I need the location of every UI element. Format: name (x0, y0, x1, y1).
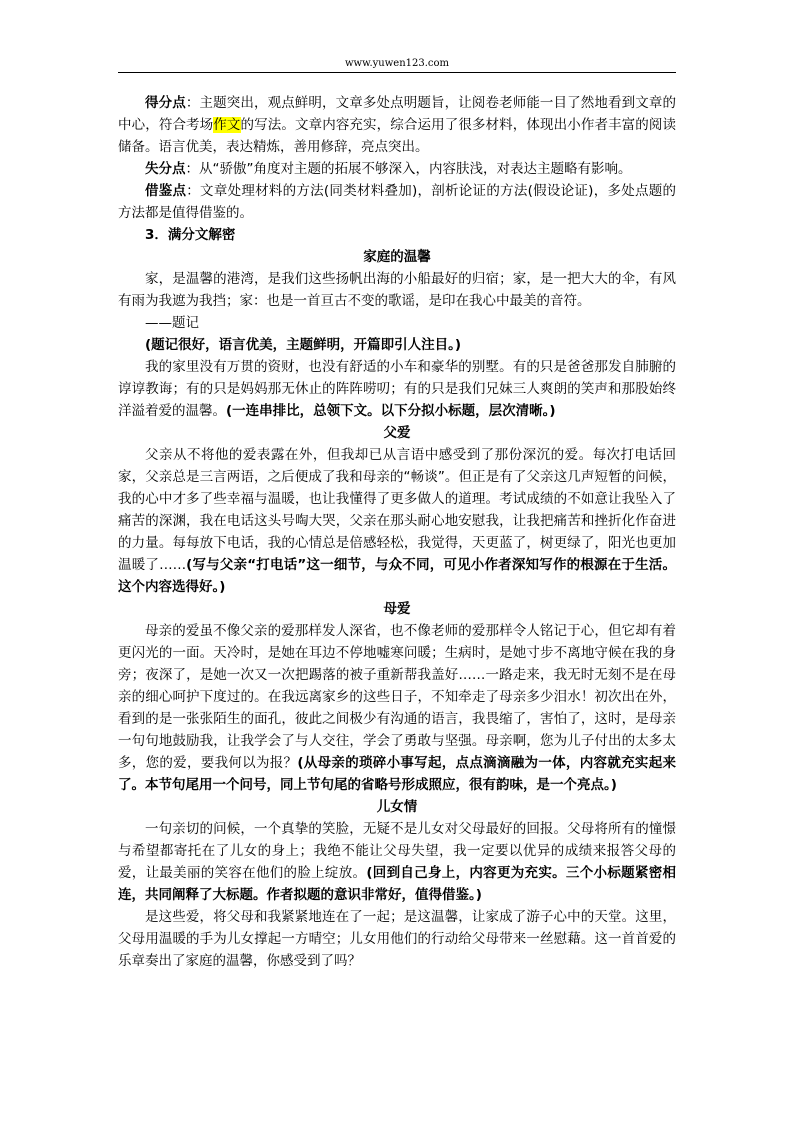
children-comment: (回到自己身上，内容更为充实。三个小标题紧密相连，共同阐释了大标题。作者拟题的意识非常好，值得借鉴。) (118, 865, 677, 903)
score-points-text-2: 的写法。文章内容充实，综合运用了很多材料，体现出小作者丰富的阅读储备。语言优美，表达精炼，善用修辞，亮点突出。 (118, 117, 677, 155)
document-body (118, 92, 676, 972)
intro-comment: (一连串排比，总领下文。以下分拟小标题，层次清晰。) (226, 403, 556, 419)
mother-text: 母亲的爱虽不像父亲的爱那样发人深省，也不像老师的爱那样令人铭记于心，但它却有着更闪光的一面。天冷时，是她在耳边不停地嘘寒问暖；生病时，是她寸步不离地守候在我的身旁；夜深了，是她一次又一次把踢落的被子重新帮我盖好……一路走来，我无时无刻不是在母亲的细心呵护下度过的。在我远离家乡的这些日子，不知牵走了母亲多少泪水！初次出在外，看到的是一张张陌生的面孔，彼此之间极少有沟通的语言，我畏缩了，害怕了，这时，是母亲一句句地鼓励我，让我学会了与人交往，学会了勇敢与坚强。母亲啊，您为儿子付出的太多太多，您的爱，要我何以为报？ (118, 623, 676, 771)
epigraph-label: ——题记 (145, 315, 199, 331)
reference-points-text: ：文章处理材料的方法(同类材料叠加)，剖析论证的方法(假设论证)，多处点题的方法都是值得借鉴的。 (118, 183, 677, 221)
mother-comment: (从母亲的琐碎小事写起，点点滴滴融为一体，内容就充实起来了。本节句尾用一个问号，同上节句尾的省略号形成照应，很有韵味，是一个亮点。) (118, 755, 676, 793)
closing-paragraph: 是这些爱，将父母和我紧紧地连在了一起；是这温馨，让家成了游子心中的天堂。这里，父母用温暖的手为儿女撑起一方晴空；儿女用他们的行动给父母带来一丝慰藉。这一首首爱的乐章奏出了家庭的温馨，你感受到了吗？ (118, 909, 676, 969)
header-divider (118, 72, 676, 73)
lost-points-paragraph (118, 158, 676, 180)
epigraph-paragraph: 家，是温馨的港湾，是我们这些扬帆出海的小船最好的归宿；家，是一把大大的伞，有风有雨为我遮为我挡；家：也是一首亘古不变的歌谣，是印在我心中最美的音符。 (118, 271, 676, 309)
score-points-label: 得分点 (145, 95, 186, 111)
father-text: 父亲从不将他的爱表露在外，但我却已从言语中感受到了那份深沉的爱。每次打电话回家，父亲总是三言两语，之后便成了我和母亲的“畅谈”。但正是有了父亲这几声短暂的问候，我的心中才多了些幸福与温暖，也让我懂得了更多做人的道理。考试成绩的不如意让我坠入了痛苦的深渊，我在电话这头号啕大哭，父亲在那头耐心地安慰我，让我把痛苦和挫折化作奋进的力量。每每放下电话，我的心情总是倍感轻松，我觉得，天更蓝了，树更绿了，阳光也更加温暖了…… (118, 447, 676, 573)
header-url: www.yuwen123.com (344, 58, 450, 69)
subheading-father: 父爱 (383, 425, 411, 441)
score-points-paragraph (118, 92, 676, 158)
reference-points-label: 借鉴点 (145, 183, 187, 199)
intro-text: 我的家里没有万贯的资财，也没有舒适的小车和豪华的别墅。有的只是爸爸那发自肺腑的谆谆教诲；有的只是妈妈那无休止的阵阵唠叨；有的只是我们兄妹三人爽朗的笑声和那股始终洋溢着爱的温馨。 (118, 359, 676, 419)
children-text: 一句亲切的问候，一个真挚的笑脸，无疑不是儿女对父母最好的回报。父母将所有的憧憬与希望都寄托在了儿女的身上；我绝不能让父母失望，我一定要以优异的成绩来报答父母的爱，让最美丽的笑容在他们的脸上绽放。 (118, 821, 676, 881)
lost-points-text: ：从“骄傲”角度对主题的拓展不够深入，内容肤浅，对表达主题略有影响。 (185, 161, 632, 177)
subheading-mother: 母爱 (383, 601, 411, 617)
epigraph-comment: (题记很好，语言优美，主题鲜明，开篇即引人注目。) (145, 337, 462, 353)
section-heading: 3．满分文解密 (145, 227, 236, 243)
intro-paragraph (118, 356, 676, 422)
highlighted-word: 作文 (213, 117, 241, 133)
lost-points-label: 失分点 (145, 161, 186, 177)
score-points-text: ：主题突出，观点鲜明，文章多处点明题旨，让阅卷老师能一目了然地看到文章的中心，符合考场 (118, 95, 677, 133)
essay-title: 家庭的温馨 (363, 249, 431, 265)
father-paragraph (118, 444, 676, 598)
mother-paragraph (118, 620, 676, 796)
subheading-children: 儿女情 (376, 799, 418, 815)
reference-points-paragraph (118, 180, 676, 224)
children-paragraph (118, 818, 676, 906)
father-comment: (写与父亲“打电话”这一细节，与众不同，可见小作者深知写作的根源在于生活。这个内容选得好。) (118, 557, 677, 595)
